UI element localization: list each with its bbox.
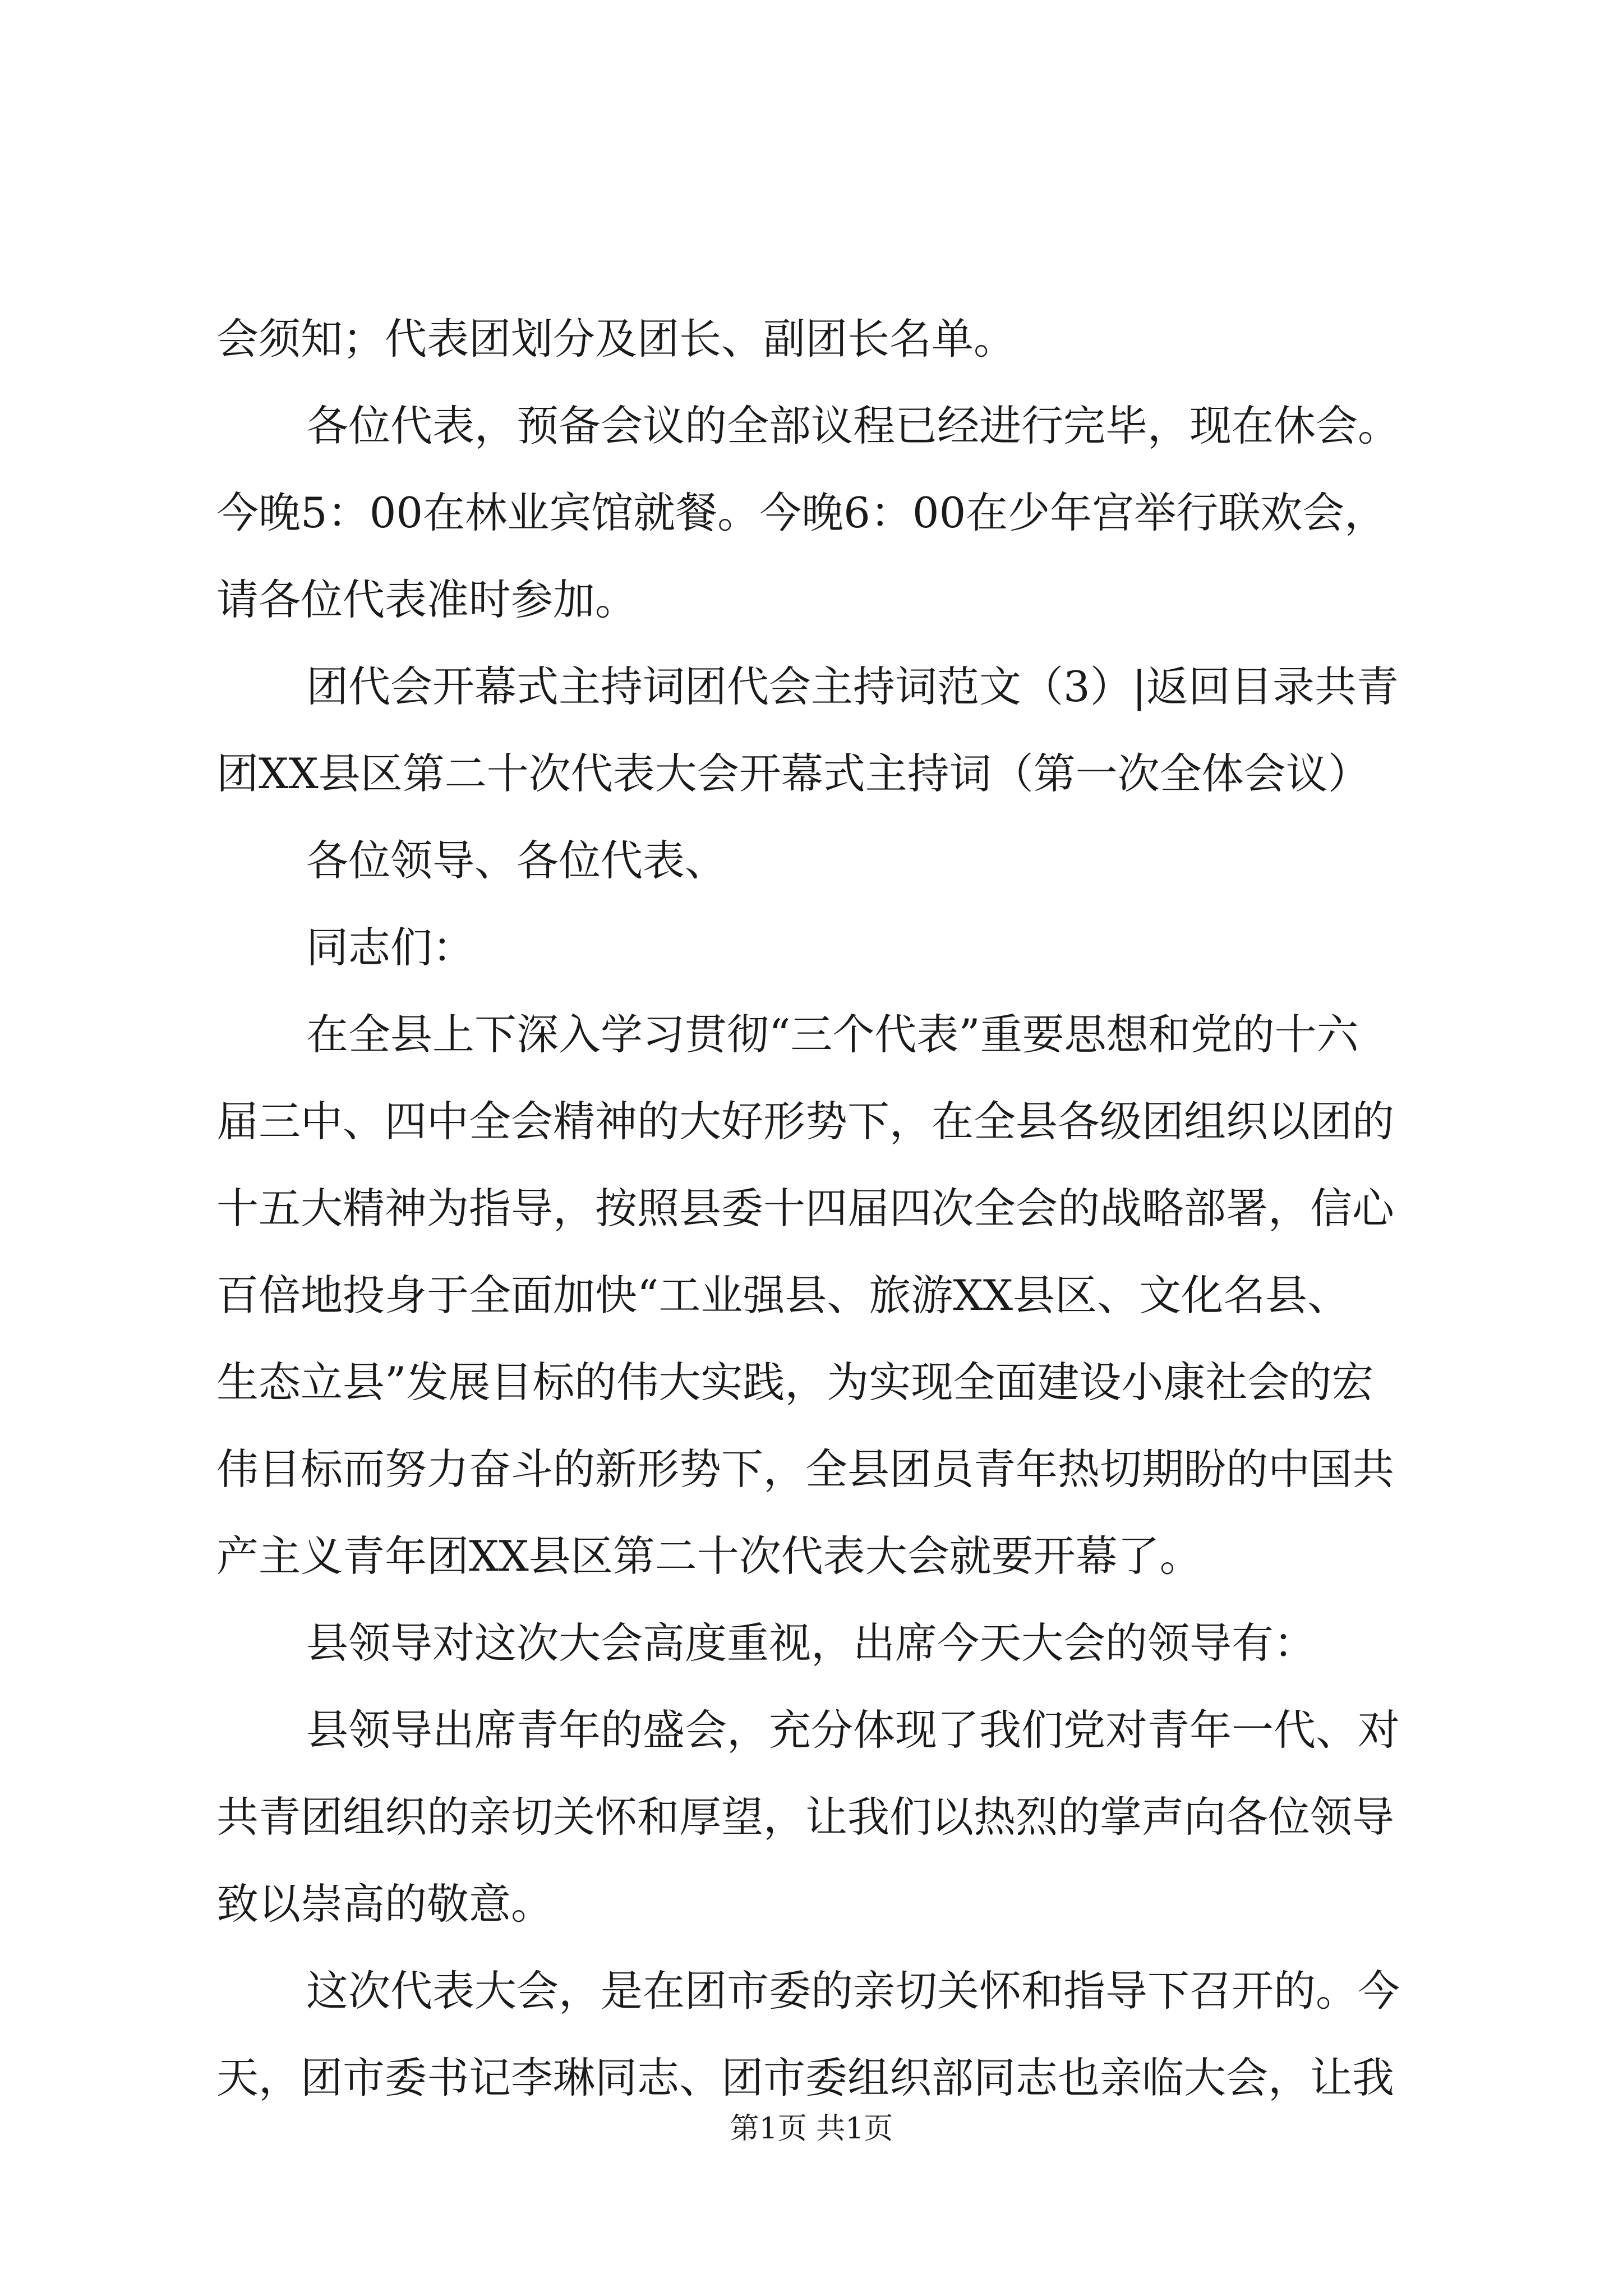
body-text xyxy=(216,296,1422,2122)
text-line: 十五大精神为指导，按照县委十四届四次全会的战略部署，信心 xyxy=(216,1184,1395,1233)
text-line: 在全县上下深入学习贯彻“三个代表”重要思想和党的十六 xyxy=(306,1010,1359,1059)
text-line: 请各位代表准时参加。 xyxy=(216,575,638,624)
text-line: 产主义青年团XX县区第二十次代表大会就要开幕了。 xyxy=(216,1531,1202,1581)
text-line: 届三中、四中全会精神的大好形势下，在全县各级团组织以团的 xyxy=(216,1097,1395,1146)
text-line: 致以崇高的敬意。 xyxy=(216,1879,554,1929)
text-line: 今晚5：00在林业宾馆就餐。今晚6：00在少年宫举行联欢会， xyxy=(216,488,1387,537)
text-line: 县领导出席青年的盛会，充分体现了我们党对青年一代、对 xyxy=(306,1705,1400,1755)
text-line: 生态立县”发展目标的伟大实践，为实现全面建设小康社会的宏 xyxy=(216,1358,1374,1407)
text-line: 各位领导、各位代表、 xyxy=(306,836,727,885)
text-line: 各位代表，预备会议的全部议程已经进行完毕，现在休会。 xyxy=(306,401,1400,450)
text-line: 共青团组织的亲切关怀和厚望，让我们以热烈的掌声向各位领导 xyxy=(216,1792,1395,1842)
text-line: 团代会开幕式主持词团代会主持词范文（3）|返回目录共青 xyxy=(306,662,1399,711)
text-line: 县领导对这次大会高度重视，出席今天大会的领导有： xyxy=(306,1618,1316,1668)
text-line: 伟目标而努力奋斗的新形势下，全县团员青年热切期盼的中国共 xyxy=(216,1444,1395,1494)
text-line: 同志们： xyxy=(306,923,475,972)
text-line: 这次代表大会，是在团市委的亲切关怀和指导下召开的。今 xyxy=(306,1966,1400,2016)
text-line: 会须知；代表团划分及团长、副团长名单。 xyxy=(216,314,1016,364)
text-line: 百倍地投身于全面加快“工业强县、旅游XX县区、文化名县、 xyxy=(216,1271,1350,1320)
text-line: 团XX县区第二十次代表大会开幕式主持词（第一次全体会议） xyxy=(216,749,1370,798)
text-line: 天，团市委书记李琳同志、团市委组织部同志也亲临大会，让我 xyxy=(216,2053,1395,2102)
page-footer: 第1页 共1页 xyxy=(730,2112,893,2146)
